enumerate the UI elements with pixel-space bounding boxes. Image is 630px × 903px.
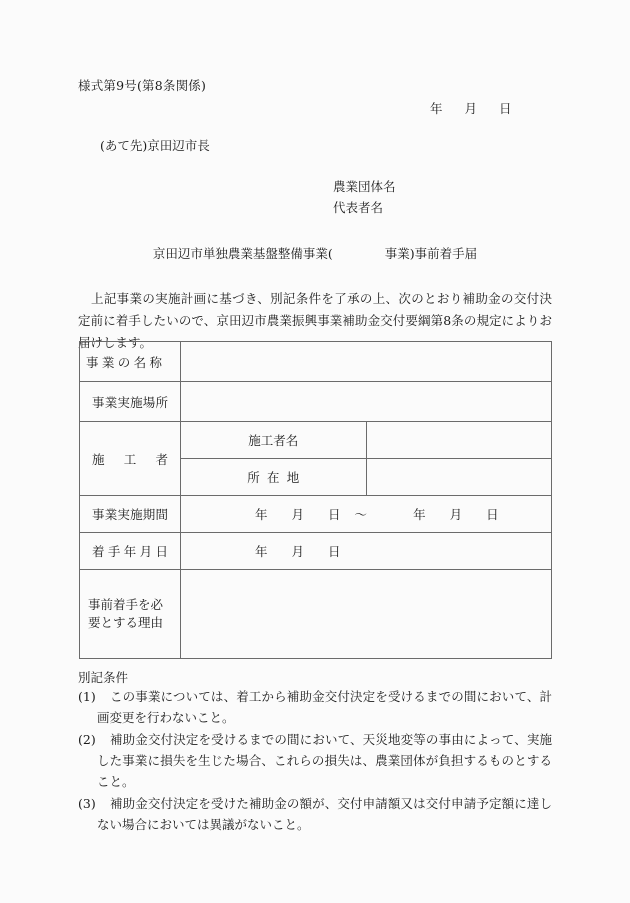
field-contractor-name[interactable] [366, 422, 552, 459]
field-project-period[interactable] [181, 496, 552, 533]
label-project-period-text: 事業実施期間 [92, 507, 168, 522]
label-reason [80, 570, 181, 659]
label-project-period [80, 496, 181, 533]
period-end-year: 年 [413, 507, 426, 522]
title-suffix: 事業)事前着手届 [384, 246, 478, 261]
label-contractor-name [181, 422, 367, 459]
label-reason-line2: 要とする理由 [88, 615, 164, 630]
label-contractor-address-text: 所在地 [247, 470, 300, 485]
table-row-contractor-name [80, 422, 552, 459]
start-year: 年 [255, 544, 268, 559]
label-project-name-text: 事業の名称 [86, 354, 162, 370]
field-start-date[interactable] [181, 533, 552, 570]
table-row-project-site [80, 382, 552, 422]
conditions-heading: 別記条件 [78, 670, 129, 685]
document-title [0, 244, 630, 262]
period-start-year: 年 [255, 507, 268, 522]
body-paragraph: 上記事業の実施計画に基づき、別記条件を了承の上、次のとおり補助金の交付決定前に着手したいので、京田辺市農業振興事業補助金交付要綱第8条の規定によりお届けします。 [78, 291, 552, 350]
period-end-month: 月 [449, 507, 463, 522]
form-code: 様式第9号(第8条関係) [78, 78, 207, 93]
date-entry-line [430, 99, 512, 117]
start-month: 月 [291, 544, 305, 559]
condition-text: 補助金交付決定を受けた補助金の額が、交付申請額又は交付申請予定額に達しない場合においては異議がないこと。 [97, 796, 552, 832]
field-reason[interactable] [181, 570, 552, 659]
list-item [78, 793, 552, 835]
label-project-site-text: 事業実施場所 [92, 394, 168, 410]
period-separator: 〜 [354, 507, 368, 522]
title-prefix: 京田辺市単独農業基盤整備事業( [152, 246, 333, 261]
start-day: 日 [328, 544, 341, 559]
table-row-reason [80, 570, 552, 659]
condition-number: (2) [78, 732, 96, 747]
date-year-label: 年 [430, 101, 443, 116]
label-reason-line1: 事前着手を必 [88, 597, 164, 612]
organization-block [333, 176, 396, 218]
condition-text: この事業については、着工から補助金交付決定を受けるまでの間において、計画変更を行わないこと。 [97, 689, 552, 725]
table-row-project-name [80, 342, 552, 382]
conditions-list [78, 686, 552, 836]
condition-text: 補助金交付決定を受けるまでの間において、天災地変等の事由によって、実施した事業に損失を生じた場合、これらの損失は、農業団体が負担するものとすること。 [97, 732, 552, 789]
period-end-day: 日 [486, 507, 499, 522]
table-row-start-date [80, 533, 552, 570]
field-contractor-address[interactable] [366, 459, 552, 496]
condition-number: (3) [78, 796, 96, 811]
application-details-table [79, 341, 552, 659]
list-item [78, 729, 552, 792]
condition-number: (1) [78, 689, 96, 704]
field-project-site[interactable] [181, 382, 552, 422]
representative-name-label: 代表者名 [333, 200, 384, 215]
label-contractor-name-text: 施工者名 [248, 433, 299, 448]
period-start-day: 日 [328, 507, 341, 522]
label-start-date-text: 着手年月日 [92, 544, 168, 559]
label-contractor-address [181, 459, 367, 496]
label-start-date [80, 533, 181, 570]
label-contractor [80, 422, 181, 496]
label-project-site [80, 382, 181, 422]
table-row-project-period [80, 496, 552, 533]
field-project-name[interactable] [181, 342, 552, 382]
label-contractor-text: 施工者 [92, 451, 168, 467]
list-item [78, 686, 552, 728]
date-month-label: 月 [464, 101, 478, 116]
addressee-line: (あて先)京田辺市長 [100, 138, 210, 153]
label-project-name [80, 342, 181, 382]
group-name-label: 農業団体名 [333, 179, 396, 194]
date-day-label: 日 [499, 101, 512, 116]
period-start-month: 月 [291, 507, 305, 522]
